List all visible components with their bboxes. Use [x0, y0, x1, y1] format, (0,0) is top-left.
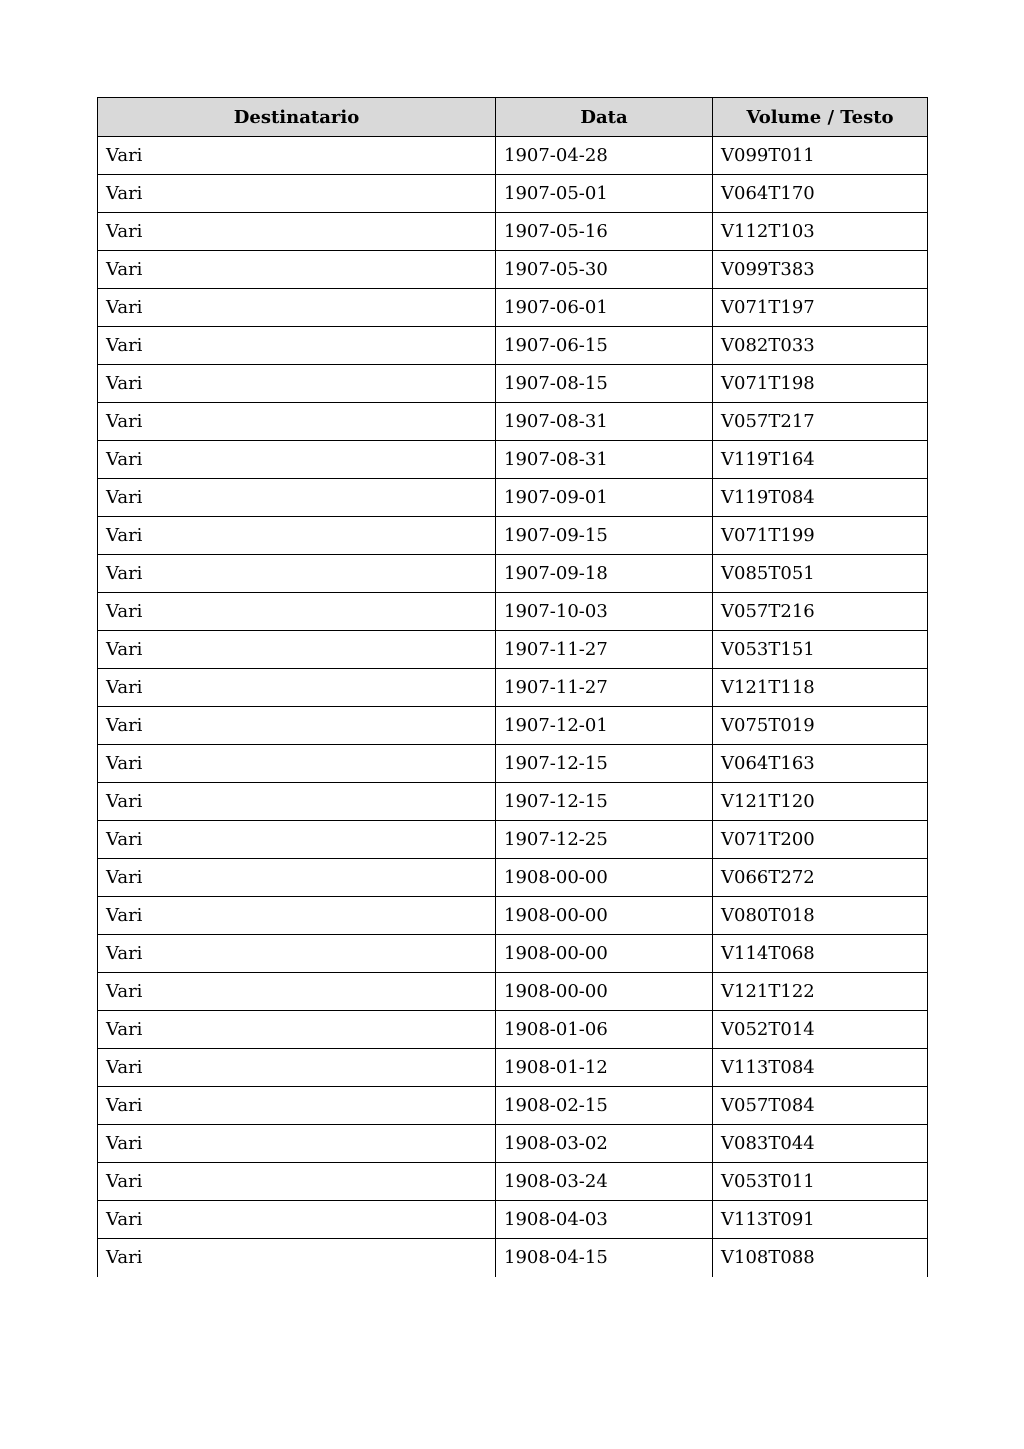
cell-destinatario: Vari	[98, 897, 496, 935]
table-row	[98, 555, 928, 593]
cell-destinatario: Vari	[98, 517, 496, 555]
table-row	[98, 213, 928, 251]
table-row	[98, 365, 928, 403]
cell-destinatario: Vari	[98, 403, 496, 441]
cell-data: 1907-11-27	[496, 631, 713, 669]
table-row	[98, 289, 928, 327]
cell-destinatario: Vari	[98, 213, 496, 251]
cell-data: 1907-08-15	[496, 365, 713, 403]
cell-destinatario: Vari	[98, 1163, 496, 1201]
cell-volume-testo: V121T122	[713, 973, 928, 1011]
cell-destinatario: Vari	[98, 973, 496, 1011]
cell-volume-testo: V052T014	[713, 1011, 928, 1049]
table-row	[98, 1239, 928, 1277]
table-row	[98, 137, 928, 175]
table-row	[98, 935, 928, 973]
cell-data: 1908-00-00	[496, 897, 713, 935]
cell-data: 1907-12-01	[496, 707, 713, 745]
table-row	[98, 517, 928, 555]
cell-destinatario: Vari	[98, 175, 496, 213]
cell-destinatario: Vari	[98, 1239, 496, 1277]
cell-destinatario: Vari	[98, 935, 496, 973]
cell-volume-testo: V071T197	[713, 289, 928, 327]
cell-volume-testo: V119T164	[713, 441, 928, 479]
cell-volume-testo: V053T011	[713, 1163, 928, 1201]
cell-data: 1908-00-00	[496, 859, 713, 897]
table-row	[98, 707, 928, 745]
cell-destinatario: Vari	[98, 365, 496, 403]
cell-destinatario: Vari	[98, 1087, 496, 1125]
cell-data: 1908-00-00	[496, 935, 713, 973]
table-row	[98, 1011, 928, 1049]
table-row	[98, 1163, 928, 1201]
table-row	[98, 1049, 928, 1087]
table-row	[98, 1087, 928, 1125]
cell-volume-testo: V064T163	[713, 745, 928, 783]
cell-volume-testo: V099T383	[713, 251, 928, 289]
cell-volume-testo: V121T118	[713, 669, 928, 707]
cell-data: 1907-05-01	[496, 175, 713, 213]
table-row	[98, 1201, 928, 1239]
cell-data: 1908-01-06	[496, 1011, 713, 1049]
table-row	[98, 1125, 928, 1163]
cell-destinatario: Vari	[98, 555, 496, 593]
table-header	[98, 98, 928, 137]
cell-volume-testo: V064T170	[713, 175, 928, 213]
cell-volume-testo: V121T120	[713, 783, 928, 821]
cell-data: 1908-01-12	[496, 1049, 713, 1087]
cell-volume-testo: V112T103	[713, 213, 928, 251]
cell-volume-testo: V075T019	[713, 707, 928, 745]
cell-data: 1907-09-01	[496, 479, 713, 517]
cell-destinatario: Vari	[98, 1011, 496, 1049]
table-row	[98, 403, 928, 441]
cell-volume-testo: V083T044	[713, 1125, 928, 1163]
cell-volume-testo: V057T084	[713, 1087, 928, 1125]
cell-destinatario: Vari	[98, 441, 496, 479]
cell-destinatario: Vari	[98, 707, 496, 745]
table-row	[98, 251, 928, 289]
cell-volume-testo: V066T272	[713, 859, 928, 897]
table-body	[98, 137, 928, 1277]
cell-data: 1908-04-15	[496, 1239, 713, 1277]
cell-data: 1908-00-00	[496, 973, 713, 1011]
table-row	[98, 669, 928, 707]
table-row	[98, 479, 928, 517]
column-header-volume-testo: Volume / Testo	[713, 98, 928, 137]
table-row	[98, 441, 928, 479]
table-row	[98, 783, 928, 821]
cell-data: 1908-03-02	[496, 1125, 713, 1163]
cell-destinatario: Vari	[98, 631, 496, 669]
cell-volume-testo: V071T199	[713, 517, 928, 555]
cell-volume-testo: V113T084	[713, 1049, 928, 1087]
cell-data: 1907-12-15	[496, 745, 713, 783]
cell-volume-testo: V057T217	[713, 403, 928, 441]
table-row	[98, 859, 928, 897]
cell-data: 1907-12-25	[496, 821, 713, 859]
cell-destinatario: Vari	[98, 745, 496, 783]
cell-destinatario: Vari	[98, 251, 496, 289]
cell-destinatario: Vari	[98, 783, 496, 821]
cell-data: 1907-12-15	[496, 783, 713, 821]
cell-destinatario: Vari	[98, 1125, 496, 1163]
cell-volume-testo: V114T068	[713, 935, 928, 973]
table-row	[98, 175, 928, 213]
cell-volume-testo: V071T200	[713, 821, 928, 859]
cell-volume-testo: V053T151	[713, 631, 928, 669]
cell-volume-testo: V080T018	[713, 897, 928, 935]
cell-volume-testo: V057T216	[713, 593, 928, 631]
cell-data: 1907-06-15	[496, 327, 713, 365]
cell-destinatario: Vari	[98, 479, 496, 517]
cell-data: 1907-09-18	[496, 555, 713, 593]
cell-destinatario: Vari	[98, 593, 496, 631]
cell-destinatario: Vari	[98, 669, 496, 707]
cell-destinatario: Vari	[98, 859, 496, 897]
cell-data: 1907-05-30	[496, 251, 713, 289]
cell-data: 1907-08-31	[496, 441, 713, 479]
cell-data: 1907-06-01	[496, 289, 713, 327]
table-row	[98, 821, 928, 859]
table-row	[98, 327, 928, 365]
table-row	[98, 973, 928, 1011]
cell-data: 1907-11-27	[496, 669, 713, 707]
cell-volume-testo: V099T011	[713, 137, 928, 175]
cell-data: 1908-03-24	[496, 1163, 713, 1201]
cell-data: 1907-10-03	[496, 593, 713, 631]
cell-destinatario: Vari	[98, 1049, 496, 1087]
cell-data: 1908-02-15	[496, 1087, 713, 1125]
cell-volume-testo: V071T198	[713, 365, 928, 403]
cell-volume-testo: V113T091	[713, 1201, 928, 1239]
cell-volume-testo: V119T084	[713, 479, 928, 517]
header-row	[98, 98, 928, 137]
table-row	[98, 897, 928, 935]
cell-data: 1907-08-31	[496, 403, 713, 441]
cell-data: 1907-09-15	[496, 517, 713, 555]
cell-destinatario: Vari	[98, 1201, 496, 1239]
table-row	[98, 745, 928, 783]
cell-volume-testo: V085T051	[713, 555, 928, 593]
table-row	[98, 593, 928, 631]
cell-data: 1907-04-28	[496, 137, 713, 175]
cell-data: 1907-05-16	[496, 213, 713, 251]
cell-destinatario: Vari	[98, 821, 496, 859]
cell-destinatario: Vari	[98, 137, 496, 175]
cell-data: 1908-04-03	[496, 1201, 713, 1239]
cell-volume-testo: V082T033	[713, 327, 928, 365]
cell-destinatario: Vari	[98, 327, 496, 365]
register-table	[97, 97, 928, 1277]
cell-destinatario: Vari	[98, 289, 496, 327]
cell-volume-testo: V108T088	[713, 1239, 928, 1277]
column-header-destinatario: Destinatario	[98, 98, 496, 137]
column-header-data: Data	[496, 98, 713, 137]
table-row	[98, 631, 928, 669]
